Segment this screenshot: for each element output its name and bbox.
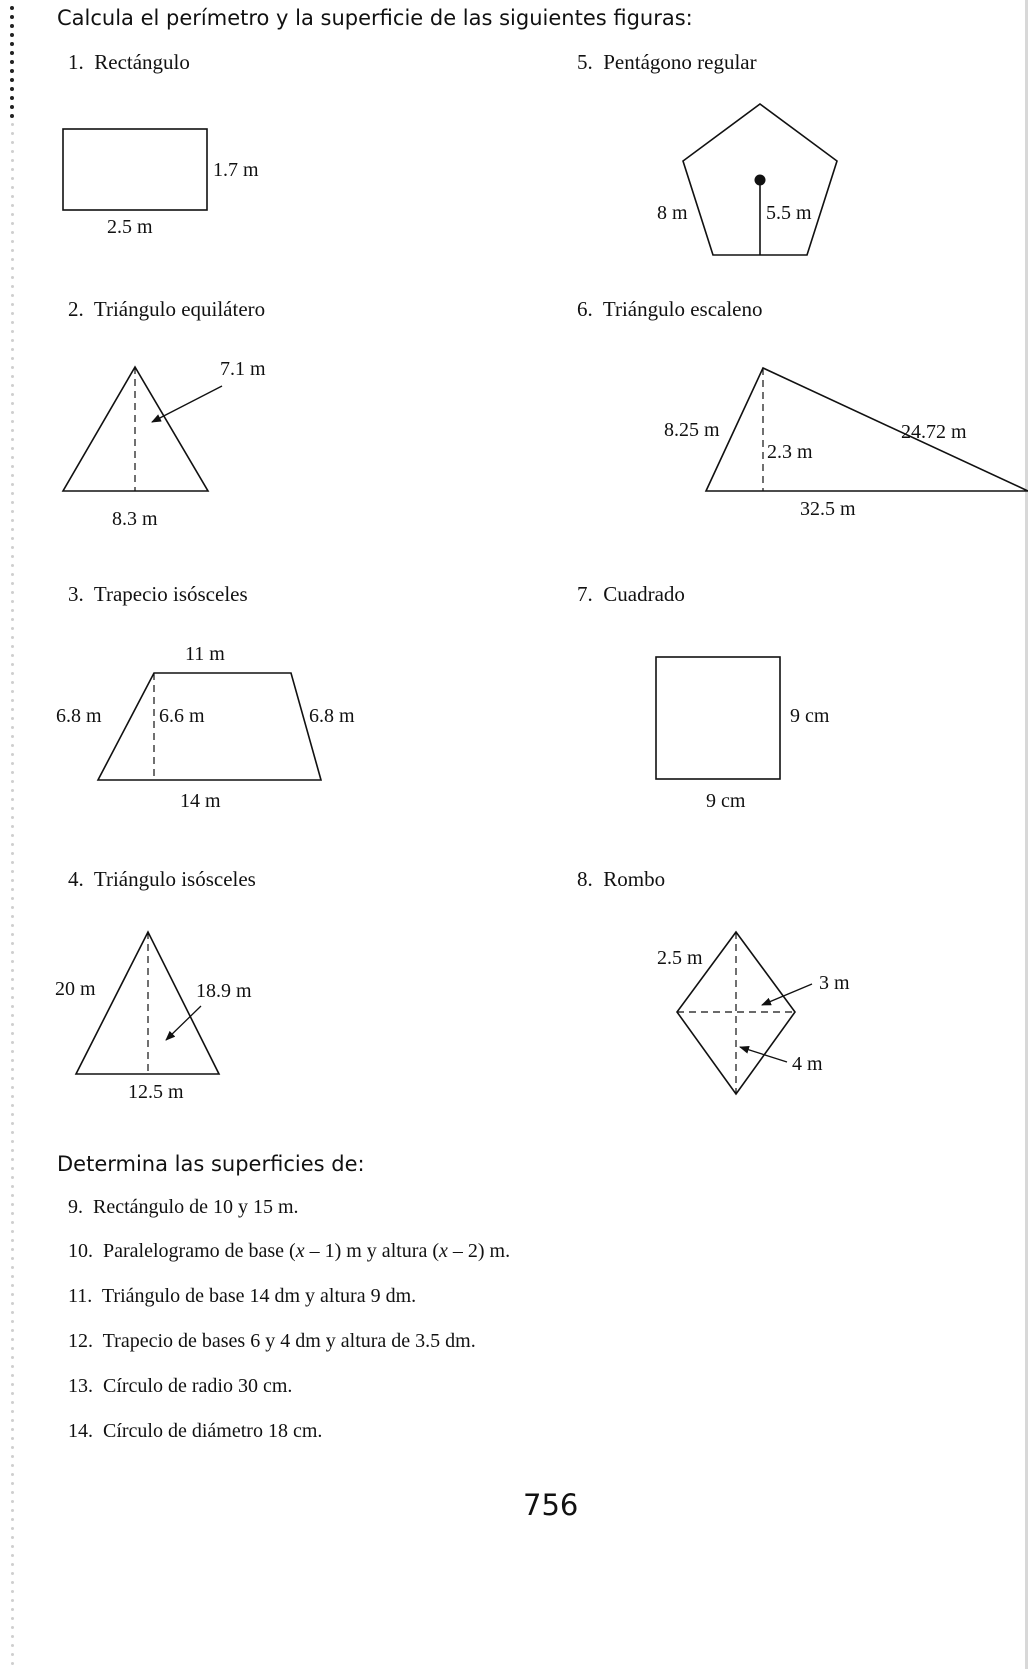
instructions-heading: Calcula el perímetro y la superficie de las siguientes figuras: xyxy=(57,6,693,30)
figure-4-title: 4. Triángulo isósceles xyxy=(68,867,256,891)
figure-6-right-label: 24.72 m xyxy=(901,421,967,443)
figure-7-title: 7. Cuadrado xyxy=(577,582,685,606)
figure-6-base-label: 32.5 m xyxy=(800,498,856,520)
figure-6-left-label: 8.25 m xyxy=(664,419,720,441)
figure-8-side-label: 2.5 m xyxy=(657,947,703,969)
scalene-triangle-shape xyxy=(706,368,1028,491)
figure-3-height-label: 6.6 m xyxy=(159,705,205,727)
figure-6-height-label: 2.3 m xyxy=(767,441,813,463)
figure-1-title: 1. Rectángulo xyxy=(68,50,190,74)
figure-3-left-label: 6.8 m xyxy=(56,705,102,727)
figure-4-side-label: 20 m xyxy=(55,978,96,1000)
figure-2-side-label: 7.1 m xyxy=(220,358,266,380)
figure-8-d1-label: 3 m xyxy=(819,972,850,994)
figure-7-base-label: 9 cm xyxy=(706,790,746,812)
surface-item-11: 11. Triángulo de base 14 dm y altura 9 dm. xyxy=(68,1285,417,1307)
trapezoid-shape xyxy=(98,673,321,780)
figure-5-title: 5. Pentágono regular xyxy=(577,50,757,74)
equilateral-side-arrow xyxy=(152,386,222,422)
figure-1-height-label: 1.7 m xyxy=(213,159,259,181)
rhombus-d2-arrow xyxy=(740,1047,787,1062)
surfaces-heading: Determina las superficies de: xyxy=(57,1152,365,1176)
square-shape xyxy=(656,657,780,779)
figure-5-apothem-label: 5.5 m xyxy=(766,202,812,224)
surface-item-12: 12. Trapecio de bases 6 y 4 dm y altura de 3.5 dm. xyxy=(68,1330,476,1352)
surface-item-14: 14. Círculo de diámetro 18 cm. xyxy=(68,1420,323,1442)
figure-3-title: 3. Trapecio isósceles xyxy=(68,582,248,606)
figure-1-base-label: 2.5 m xyxy=(107,216,153,238)
figure-7-side-label: 9 cm xyxy=(790,705,830,727)
figure-3-right-label: 6.8 m xyxy=(309,705,355,727)
figure-4-height-label: 18.9 m xyxy=(196,980,252,1002)
page-number: 756 xyxy=(523,1488,579,1522)
isosceles-side-arrow xyxy=(166,1006,201,1040)
figure-6-title: 6. Triángulo escaleno xyxy=(577,297,763,321)
rectangle-shape xyxy=(63,129,207,210)
figure-5-side-label: 8 m xyxy=(657,202,688,224)
surface-item-13: 13. Círculo de radio 30 cm. xyxy=(68,1375,293,1397)
figure-3-top-label: 11 m xyxy=(185,643,225,665)
figure-8-title: 8. Rombo xyxy=(577,867,666,891)
figure-2-title: 2. Triángulo equilátero xyxy=(68,297,266,321)
pentagon-center-dot xyxy=(755,175,766,186)
surface-item-10: 10. Paralelogramo de base (x – 1) m y altura (x – 2) m. xyxy=(68,1240,511,1262)
figure-2-base-label: 8.3 m xyxy=(112,508,158,530)
figure-3-bottom-label: 14 m xyxy=(180,790,221,812)
surface-item-9: 9. Rectángulo de 10 y 15 m. xyxy=(68,1196,299,1218)
figure-8-d2-label: 4 m xyxy=(792,1053,823,1075)
figure-4-base-label: 12.5 m xyxy=(128,1081,184,1103)
